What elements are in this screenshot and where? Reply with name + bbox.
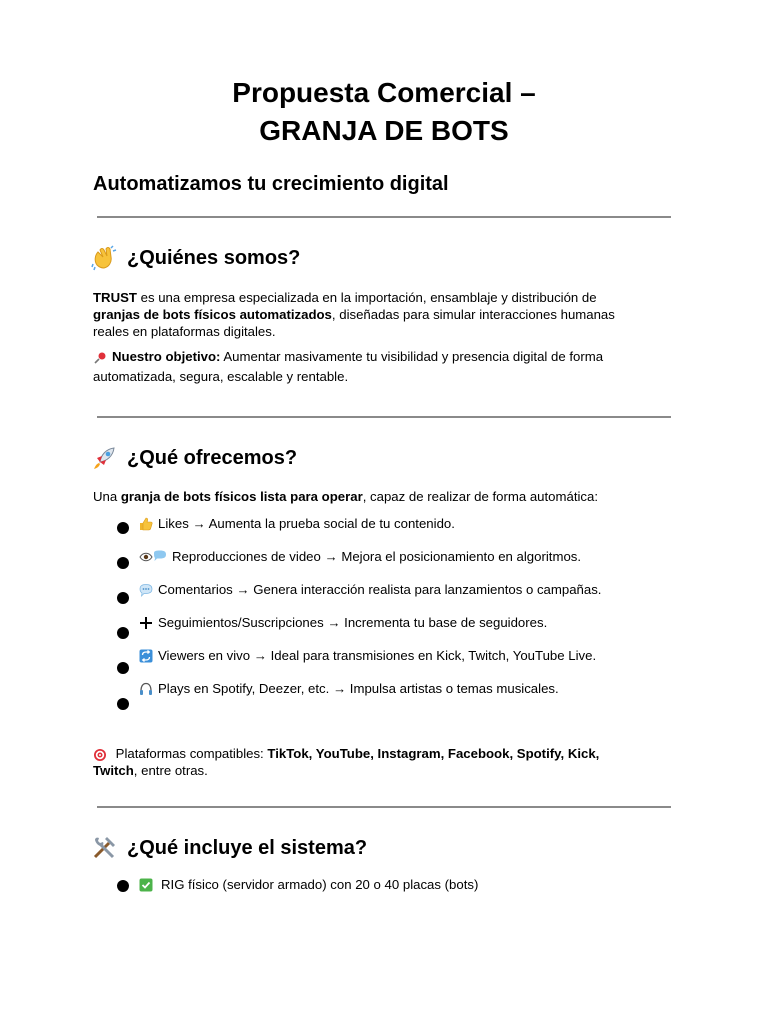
list-item [139, 681, 559, 696]
bullet-point [117, 557, 129, 569]
text-span: es una empresa especializada en la importación, ensamblaje y distribución de [136, 290, 597, 305]
bullet-point [117, 627, 129, 639]
text-bold: granjas de bots físicos automatizados [93, 307, 332, 322]
section-heading-text: ¿Qué ofrecemos? [127, 446, 298, 469]
text-span: Aumentar masivamente tu visibilidad y presencia digital de forma [220, 349, 604, 364]
bullet-point [117, 698, 129, 710]
objective-paragraph [93, 347, 673, 387]
check-mark-icon [139, 878, 153, 892]
eye-speech-bubble-icon [139, 550, 167, 564]
list-item-text: RIG físico (servidor armado) con 20 o 40 placas (bots) [161, 877, 479, 892]
divider [97, 806, 671, 808]
list-item-text: Likes → Aumenta la prueba social de tu contenido. [158, 516, 455, 531]
text-span: , diseñadas para simular interacciones humanas [331, 307, 615, 322]
text-line: automatizada, segura, escalable y rentable. [93, 369, 349, 384]
offer-intro [93, 488, 673, 505]
text-span: , capaz de realizar de forma automática: [362, 489, 599, 504]
hammer-wrench-icon [91, 835, 117, 861]
list-item [139, 549, 581, 564]
bullet-point [117, 522, 129, 534]
text-bold: Twitch [93, 763, 134, 778]
pushpin-icon [93, 351, 107, 365]
text-span: Plataformas compatibles: [112, 746, 268, 761]
list-item-text: Plays en Spotify, Deezer, etc. → Impulsa artistas o temas musicales. [158, 681, 559, 696]
objective-label: Nuestro objetivo: [112, 349, 221, 364]
repeat-arrows-icon [139, 649, 153, 663]
plus-icon [139, 616, 153, 630]
text-bold: granja de bots físicos lista para operar [120, 489, 363, 504]
headphones-icon [139, 682, 153, 696]
bullet-point [117, 592, 129, 604]
title-line-2: GRANJA DE BOTS [259, 115, 509, 146]
waving-hand-icon [91, 245, 117, 271]
list-item-text: Viewers en vivo → Ideal para transmisiones en Kick, Twitch, YouTube Live. [158, 648, 597, 663]
company-name: TRUST [93, 290, 137, 305]
divider [97, 216, 671, 218]
bullet-point [117, 880, 129, 892]
bullet-point [117, 662, 129, 674]
text-span: Una [93, 489, 121, 504]
section-heading-text: ¿Qué incluye el sistema? [127, 836, 368, 859]
text-line: reales en plataformas digitales. [93, 324, 276, 339]
speech-bubble-icon [139, 583, 153, 597]
list-item-text: Comentarios → Genera interacción realista para lanzamientos o campañas. [158, 582, 602, 597]
list-item [139, 877, 478, 892]
list-item [139, 582, 601, 597]
section-heading-que-ofrecemos [91, 445, 297, 471]
document-subtitle: Automatizamos tu crecimiento digital [93, 173, 449, 195]
platforms-list: TikTok, YouTube, Instagram, Facebook, Spotify, Kick, [267, 746, 600, 761]
thumbs-up-icon [139, 517, 153, 531]
platforms-paragraph [93, 745, 673, 779]
section-heading-quienes-somos [91, 245, 300, 271]
section-heading-que-incluye [91, 835, 367, 861]
list-item-text: Reproducciones de video → Mejora el posicionamiento en algoritmos. [172, 549, 582, 564]
list-item-text: Seguimientos/Suscripciones → Incrementa tu base de seguidores. [158, 615, 548, 630]
target-icon [93, 748, 107, 762]
list-item [139, 516, 455, 531]
list-item [139, 648, 596, 663]
section-heading-text: ¿Quiénes somos? [127, 246, 301, 269]
about-paragraph [93, 289, 673, 340]
title-line-1: Propuesta Comercial – [232, 77, 536, 108]
list-item [139, 615, 547, 630]
text-span: , entre otras. [133, 763, 208, 778]
divider [97, 416, 671, 418]
rocket-icon [91, 445, 117, 471]
document-title [0, 74, 768, 150]
